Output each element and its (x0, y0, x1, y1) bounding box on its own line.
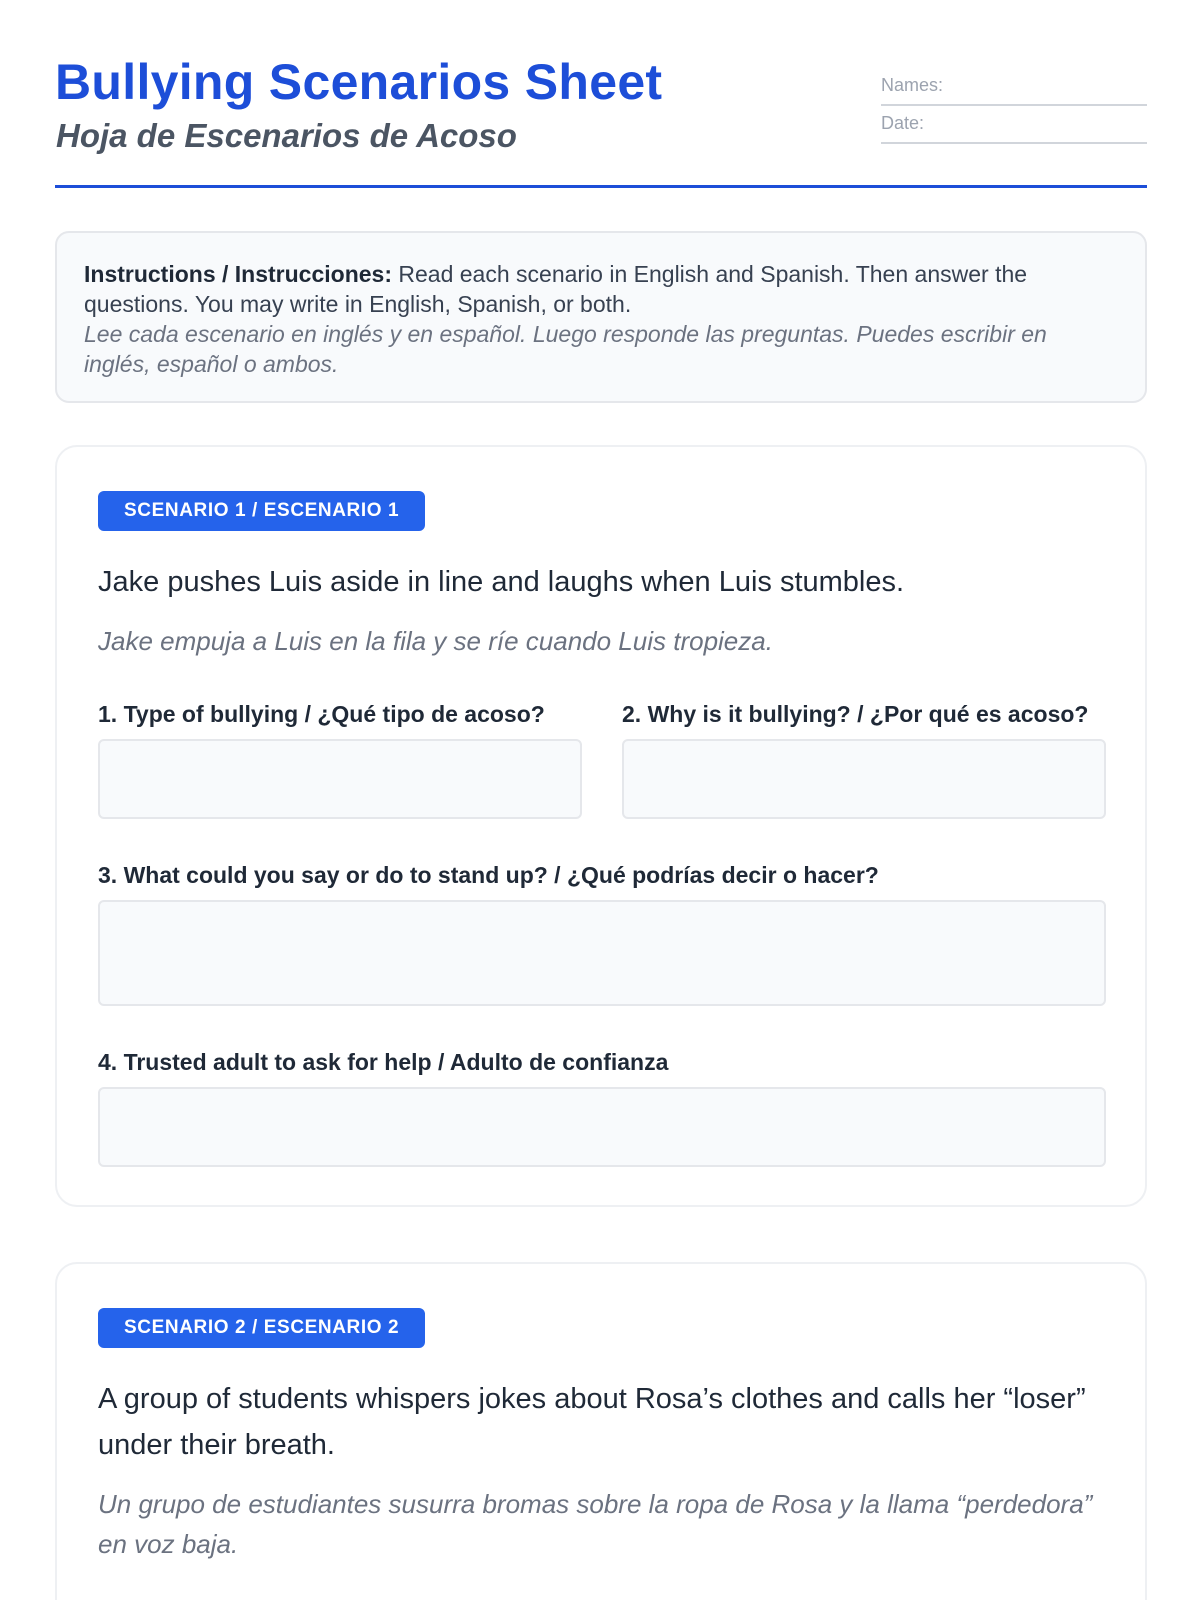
scenario-text-en: Jake pushes Luis aside in line and laughs when Luis stumbles. (98, 566, 905, 598)
page-subtitle: Hoja de Escenarios de Acoso (56, 117, 517, 154)
scenario-card-1 (55, 445, 1147, 1207)
date-field[interactable] (881, 108, 1147, 144)
answer-box-3[interactable] (98, 900, 1106, 1006)
answer-box-2[interactable] (622, 739, 1106, 819)
scenario-text-es: Jake empuja a Luis en la fila y se ríe cuando Luis tropieza. (98, 626, 773, 656)
answer-box-1[interactable] (98, 739, 582, 819)
question-label-1: 1. Type of bullying / ¿Qué tipo de acoso? (98, 701, 545, 727)
instructions-text-en: Read each scenario in English and Spanish. Then answer the questions. You may write in English, Spanish, or both. (84, 261, 1028, 317)
names-label: Names: (881, 75, 944, 95)
instructions-box (55, 231, 1147, 403)
scenario-badge: SCENARIO 2 / ESCENARIO 2 (98, 1308, 425, 1348)
scenario-badge: SCENARIO 1 / ESCENARIO 1 (98, 491, 425, 531)
question-label-3: 3. What could you say or do to stand up? / ¿Qué podrías decir o hacer? (98, 862, 879, 888)
scenario-text-es: Un grupo de estudiantes susurra bromas sobre la ropa de Rosa y la llama “perdedora” en voz baja. (98, 1489, 1093, 1559)
names-field[interactable] (881, 70, 1147, 106)
instructions-text-es: Lee cada escenario en inglés y en español. Luego responde las preguntas. Puedes escribir en inglés, español o ambos. (84, 321, 1047, 377)
date-label: Date: (881, 113, 925, 133)
page-title: Bullying Scenarios Sheet (55, 54, 663, 110)
meta-fields (881, 70, 1147, 146)
question-label-2: 2. Why is it bullying? / ¿Por qué es acoso? (622, 701, 1089, 727)
question-label-4: 4. Trusted adult to ask for help / Adulto de confianza (98, 1049, 669, 1075)
answer-box-4[interactable] (98, 1087, 1106, 1167)
scenario-text-en: A group of students whispers jokes about Rosa’s clothes and calls her “loser” under their breath. (98, 1383, 1086, 1461)
header (55, 40, 1147, 188)
scenario-card-2 (55, 1262, 1147, 1600)
instructions-label: Instructions / Instrucciones: (84, 261, 392, 287)
